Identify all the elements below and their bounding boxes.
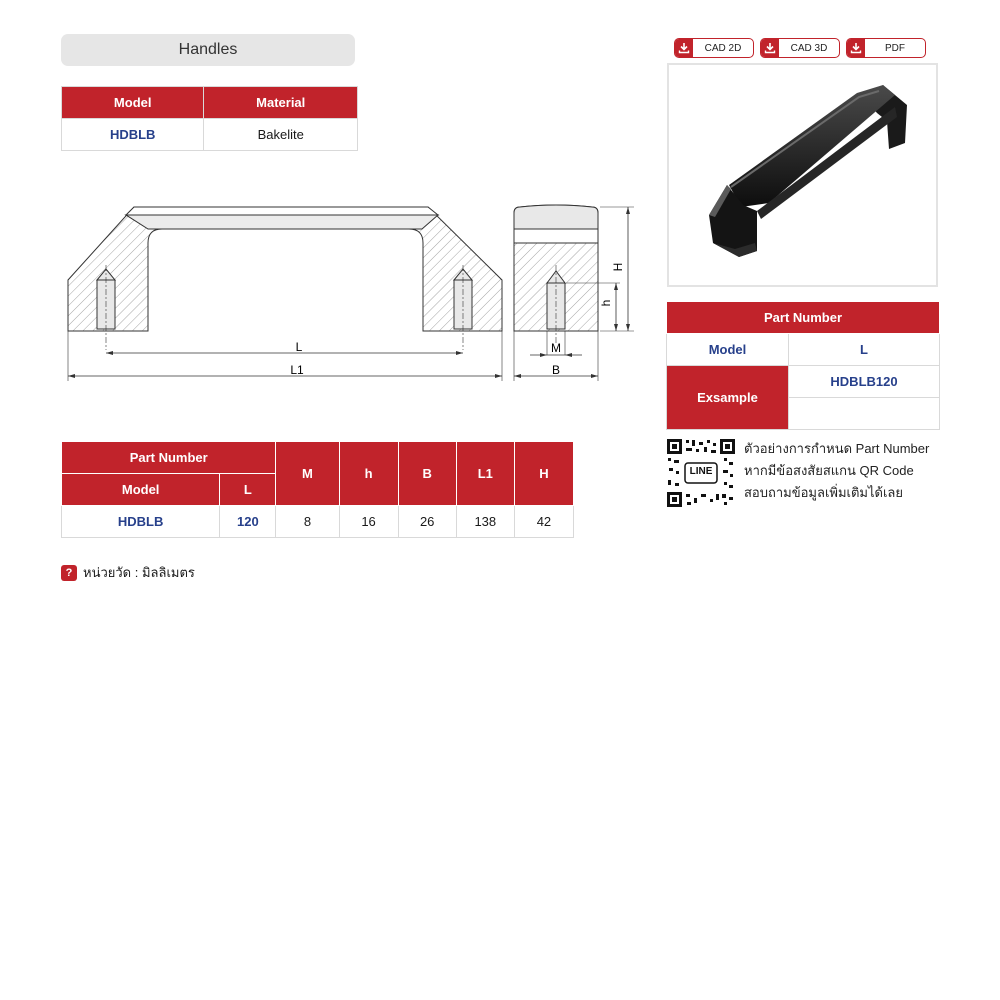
unit-note-text: หน่วยวัด : มิลลิเมตร [83,565,195,580]
part-number-table [61,441,574,538]
table-row [62,506,574,538]
side-view [514,205,634,381]
example-table-col-model: Model [667,334,789,366]
unit-note [61,562,195,583]
example-table-header: Part Number [667,302,940,334]
part-table-header-m: M [276,442,339,506]
line-badge: LINE [689,466,713,477]
example-empty-cell [789,398,940,430]
dim-label-h-large: H [611,262,625,272]
dim-label-l1: L1 [290,363,304,377]
technical-drawing [60,195,640,385]
part-table-b: 26 [398,506,456,538]
download-icon [847,39,865,57]
qr-note-line-3: สอบถามข้อมูลเพิ่มเติมได้เลย [744,485,904,500]
question-icon: ? [61,565,77,581]
cad-2d-label: CAD 2D [704,42,742,54]
dim-label-m: M [551,341,561,355]
qr-note-line-2: หากมีข้อสงสัยสแกน QR Code [744,463,914,478]
material-table-header-model: Model [62,87,204,119]
part-table-header-h-large: H [514,442,573,506]
part-table-m: 8 [276,506,339,538]
part-table-h-small: 16 [339,506,398,538]
part-table-header-l: L [220,474,276,506]
part-table-group-header: Part Number [62,442,276,474]
example-label: Exsample [667,366,789,430]
cad-3d-label: CAD 3D [790,42,828,54]
product-photo [667,63,938,287]
pdf-label: PDF [885,42,905,54]
download-icon [675,39,693,57]
material-table [61,86,358,151]
qr-code[interactable] [666,438,736,508]
dim-label-b: B [551,363,561,377]
dim-label-l: L [295,340,303,354]
part-table-h-large: 42 [514,506,573,538]
example-table [666,301,940,430]
download-icon [761,39,779,57]
part-table-model: HDBLB [62,506,220,538]
part-table-header-model: Model [62,474,220,506]
material-table-material: Bakelite [204,119,358,151]
part-table-header-h-small: h [339,442,398,506]
page-title: Handles [61,34,355,66]
qr-note-line-1: ตัวอย่างการกำหนด Part Number [744,441,930,456]
front-dimensions [68,331,502,381]
pdf-button[interactable] [846,38,926,58]
download-buttons [674,38,926,58]
part-table-l1: 138 [456,506,514,538]
cad-2d-button[interactable] [674,38,754,58]
part-table-l: 120 [220,506,276,538]
part-table-header-l1: L1 [456,442,514,506]
material-table-header-material: Material [204,87,358,119]
material-table-model: HDBLB [62,119,204,151]
dim-label-h-small: h [599,299,613,307]
example-value: HDBLB120 [789,366,940,398]
qr-note-text [744,438,929,508]
qr-note [666,438,929,508]
part-table-header-b: B [398,442,456,506]
front-view [68,207,502,350]
cad-3d-button[interactable] [760,38,840,58]
example-table-col-l: L [789,334,940,366]
